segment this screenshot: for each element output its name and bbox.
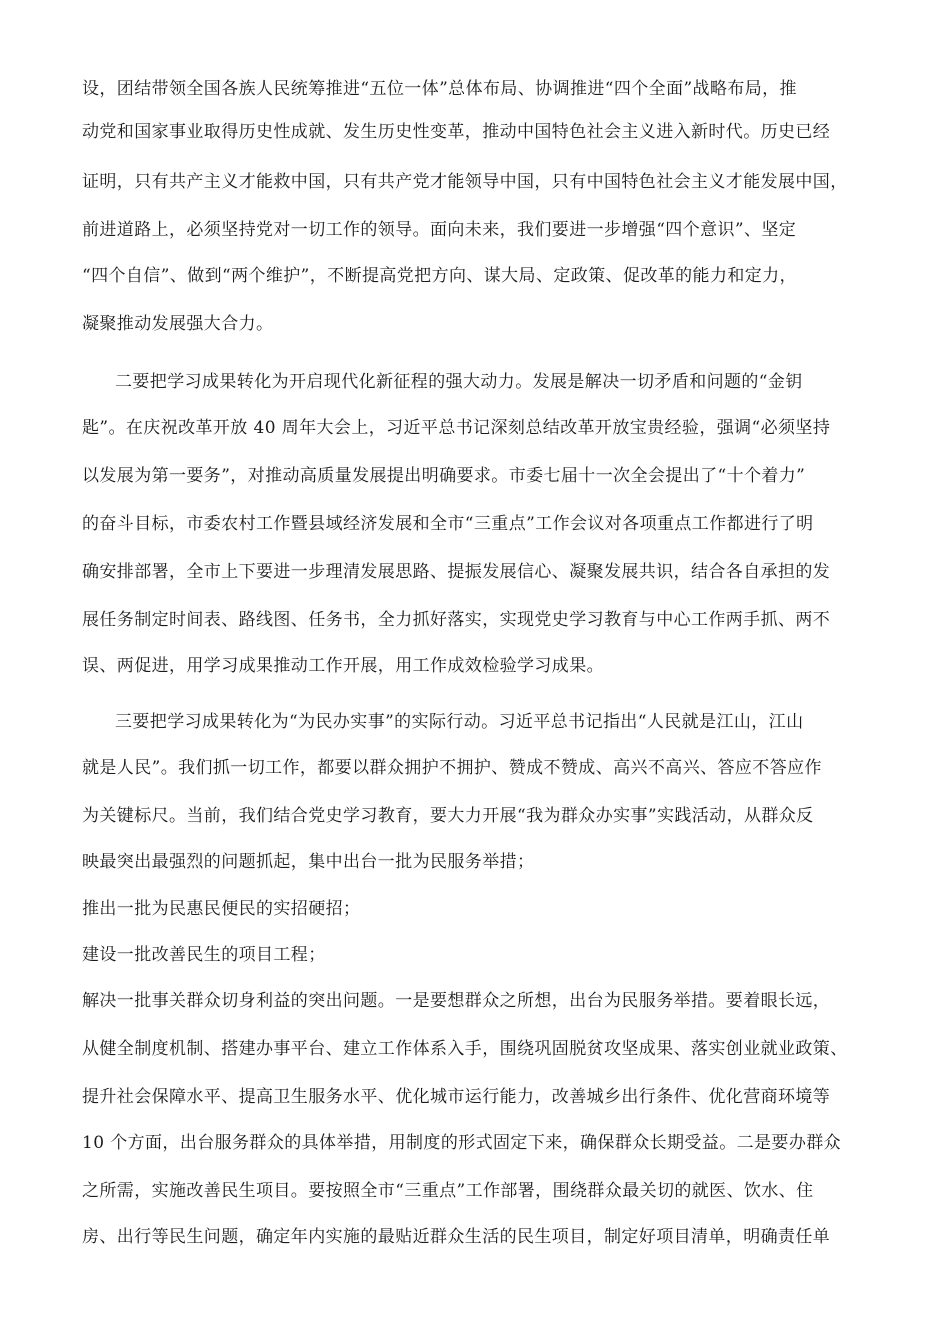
text-line: 动党和国家事业取得历史性成就、发生历史性变革，推动中国特色社会主义进入新时代。历史已经 [82, 122, 831, 142]
text-line: 匙”。在庆祝改革开放 40 周年大会上，习近平总书记深刻总结改革开放宝贵经验，强调“必须坚持 [82, 418, 831, 438]
text-line: 从健全制度机制、搭建办事平台、建立工作体系入手，围绕巩固脱贫攻坚成果、落实创业就业政策、 [82, 1039, 848, 1059]
text-line: 前进道路上，必须坚持党对一切工作的领导。面向未来，我们要进一步增强“四个意识”、坚定 [82, 220, 797, 240]
text-line: 展任务制定时间表、路线图、任务书，全力抓好落实，实现党史学习教育与中心工作两手抓、两不 [82, 610, 831, 630]
text-line-practical-measures: 推出一批为民惠民便民的实招硬招； [82, 899, 361, 919]
text-line: 证明，只有共产主义才能救中国，只有共产党才能领导中国，只有中国特色社会主义才能发展中国， [82, 172, 848, 192]
text-line: 提升社会保障水平、提高卫生服务水平、优化城市运行能力，改善城乡出行条件、优化营商环境等 [82, 1087, 831, 1107]
text-line: 确安排部署，全市上下要进一步理清发展思路、提振发展信心、凝聚发展共识，结合各自承担的发 [82, 562, 831, 582]
text-line: 三要把学习成果转化为“为民办实事”的实际行动。习近平总书记指出“人民就是江山，江山 [115, 712, 804, 732]
text-line: 解决一批事关群众切身利益的突出问题。一是要想群众之所想，出台为民服务举措。要着眼长远， [82, 991, 831, 1011]
text-line: 以发展为第一要务”，对推动高质量发展提出明确要求。市委七届十一次全会提出了“十个着力” [82, 466, 806, 486]
text-line-livelihood-projects: 建设一批改善民生的项目工程； [82, 945, 326, 965]
text-line: 映最突出最强烈的问题抓起，集中出台一批为民服务举措； [82, 852, 535, 872]
text-line: 二要把学习成果转化为开启现代化新征程的强大动力。发展是解决一切矛盾和问题的“金钥 [115, 372, 803, 392]
text-line: 10 个方面，出台服务群众的具体举措，用制度的形式固定下来，确保群众长期受益。二是要办群众 [82, 1133, 842, 1153]
text-line: 就是人民”。我们抓一切工作，都要以群众拥护不拥护、赞成不赞成、高兴不高兴、答应不答应作 [82, 758, 822, 778]
text-line: 的奋斗目标，市委农村工作暨县域经济发展和全市“三重点”工作会议对各项重点工作都进行了明 [82, 514, 814, 534]
text-line: 之所需，实施改善民生项目。要按照全市“三重点”工作部署，围绕群众最关切的就医、饮水、住 [82, 1181, 814, 1201]
text-line: 凝聚推动发展强大合力。 [82, 314, 274, 334]
text-line: 误、两促进，用学习成果推动工作开展，用工作成效检验学习成果。 [82, 656, 604, 676]
text-line: 房、出行等民生问题，确定年内实施的最贴近群众生活的民生项目，制定好项目清单，明确责任单 [82, 1227, 831, 1247]
text-line: 为关键标尺。当前，我们结合党史学习教育，要大力开展“我为群众办实事”实践活动，从群众反 [82, 806, 814, 826]
text-line: 设，团结带领全国各族人民统筹推进“五位一体”总体布局、协调推进“四个全面”战略布局，推 [82, 79, 797, 99]
text-line: “四个自信”、做到“两个维护”，不断提高党把方向、谋大局、定政策、促改革的能力和定力， [82, 266, 797, 286]
